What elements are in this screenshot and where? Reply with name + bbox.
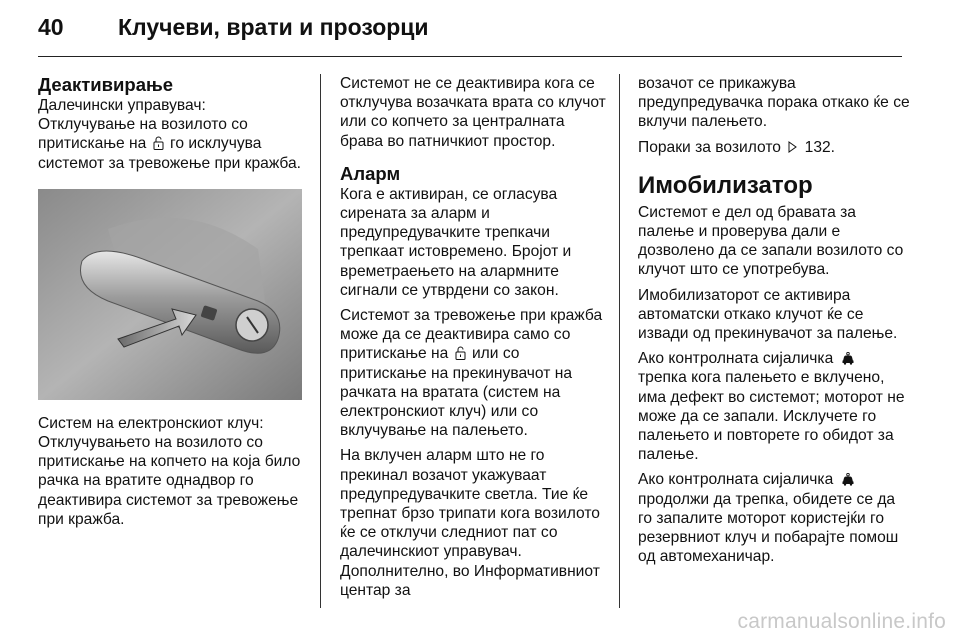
immobiliser-paragraph-2: Имобилизаторот се активира автоматски откако клучот ќе се извади од прекинувачот за палење. — [638, 286, 898, 343]
unlock-icon — [455, 346, 466, 360]
car-key-warning-icon — [841, 473, 855, 486]
vehicle-messages-reference: Пораки за возилото 132. — [638, 138, 836, 156]
electronic-key-paragraph: Систем на електронскиот клуч: Отклучувањето на возилото со притискање на копчето на која било рачка на вратите однадвор го деактивира системот за тревожење при кражба. — [38, 414, 301, 528]
column-3 — [638, 74, 910, 572]
electronic-key-label: Систем на електронскиот клуч: — [38, 414, 264, 432]
header-divider — [38, 56, 902, 57]
section-heading-immobiliser: Имобилизатор — [638, 171, 813, 199]
door-handle-photo — [38, 189, 302, 400]
alarm-paragraph-2: Системот за тревожење при кражба може да се деактивира само со притискање на или со притискање на прекинувачот на рачката на вратата (систем на електронскиот клуч) или со вклучување на палењето. — [340, 307, 603, 440]
page-number: 40 — [38, 14, 64, 40]
page-reference-arrow-icon — [788, 141, 797, 153]
column-2 — [340, 74, 606, 606]
unlock-icon — [153, 136, 164, 150]
column-divider-1 — [320, 74, 321, 608]
site-watermark: carmanualsonline.info — [737, 610, 946, 633]
alarm-paragraph-3: На вклучен аларм што не го прекинал возачот укажуваат предупредувачките светла. Тие ќе трепнат брзо трипати кога возилото ќе се отклучи следниот пат со далечинскиот управувач. Дополнително, во Информативниот центар за — [340, 447, 600, 599]
column-divider-2 — [619, 74, 620, 608]
car-key-warning-icon — [841, 352, 855, 365]
remote-control-label: Далечински управувач: — [38, 97, 206, 114]
alarm-paragraph-1: Кога е активиран, се огласува сирената за аларм и предупредувачките трепкачи трепкаат истовремено. Бројот и времетраењето на алармните сигнали се утврдени со закон. — [340, 185, 572, 299]
section-heading-alarm: Аларм — [340, 162, 401, 184]
immobiliser-paragraph-1: Системот е дел од бравата за палење и проверува дали е дозволено да се запали возилото со клучот што се употребува. — [638, 203, 904, 279]
page-header — [38, 14, 898, 54]
column-1 — [38, 74, 304, 535]
remote-control-paragraph: Далечински управувач: Отклучување на возилото со притискање на го исклучува системот за тревожење при кражба. — [38, 97, 302, 172]
deactivation-note-paragraph: Системот не се деактивира кога се отклучува возачката врата со клучот или со копчето за централната брава во патничкиот простор. — [340, 75, 606, 150]
immobiliser-paragraph-3: Ако контролната сијаличка трепка кога палењето е вклучено, има дефект во системот; моторот не може да се запали. Исклучете го палењето и повторете го обидот за палење. — [638, 350, 905, 464]
section-heading-deactivation: Деактивирање — [38, 74, 174, 95]
chapter-title: Клучеви, врати и прозорци — [118, 14, 429, 40]
warning-message-paragraph: возачот се прикажува предупредувачка порака откако ќе се вклучи палењето. — [638, 75, 910, 131]
immobiliser-paragraph-4: Ако контролната сијаличка продолжи да трепка, обидете се да го запалите моторот користејќи го резервниот клуч и побарајте помош од автомеханичар. — [638, 471, 899, 566]
